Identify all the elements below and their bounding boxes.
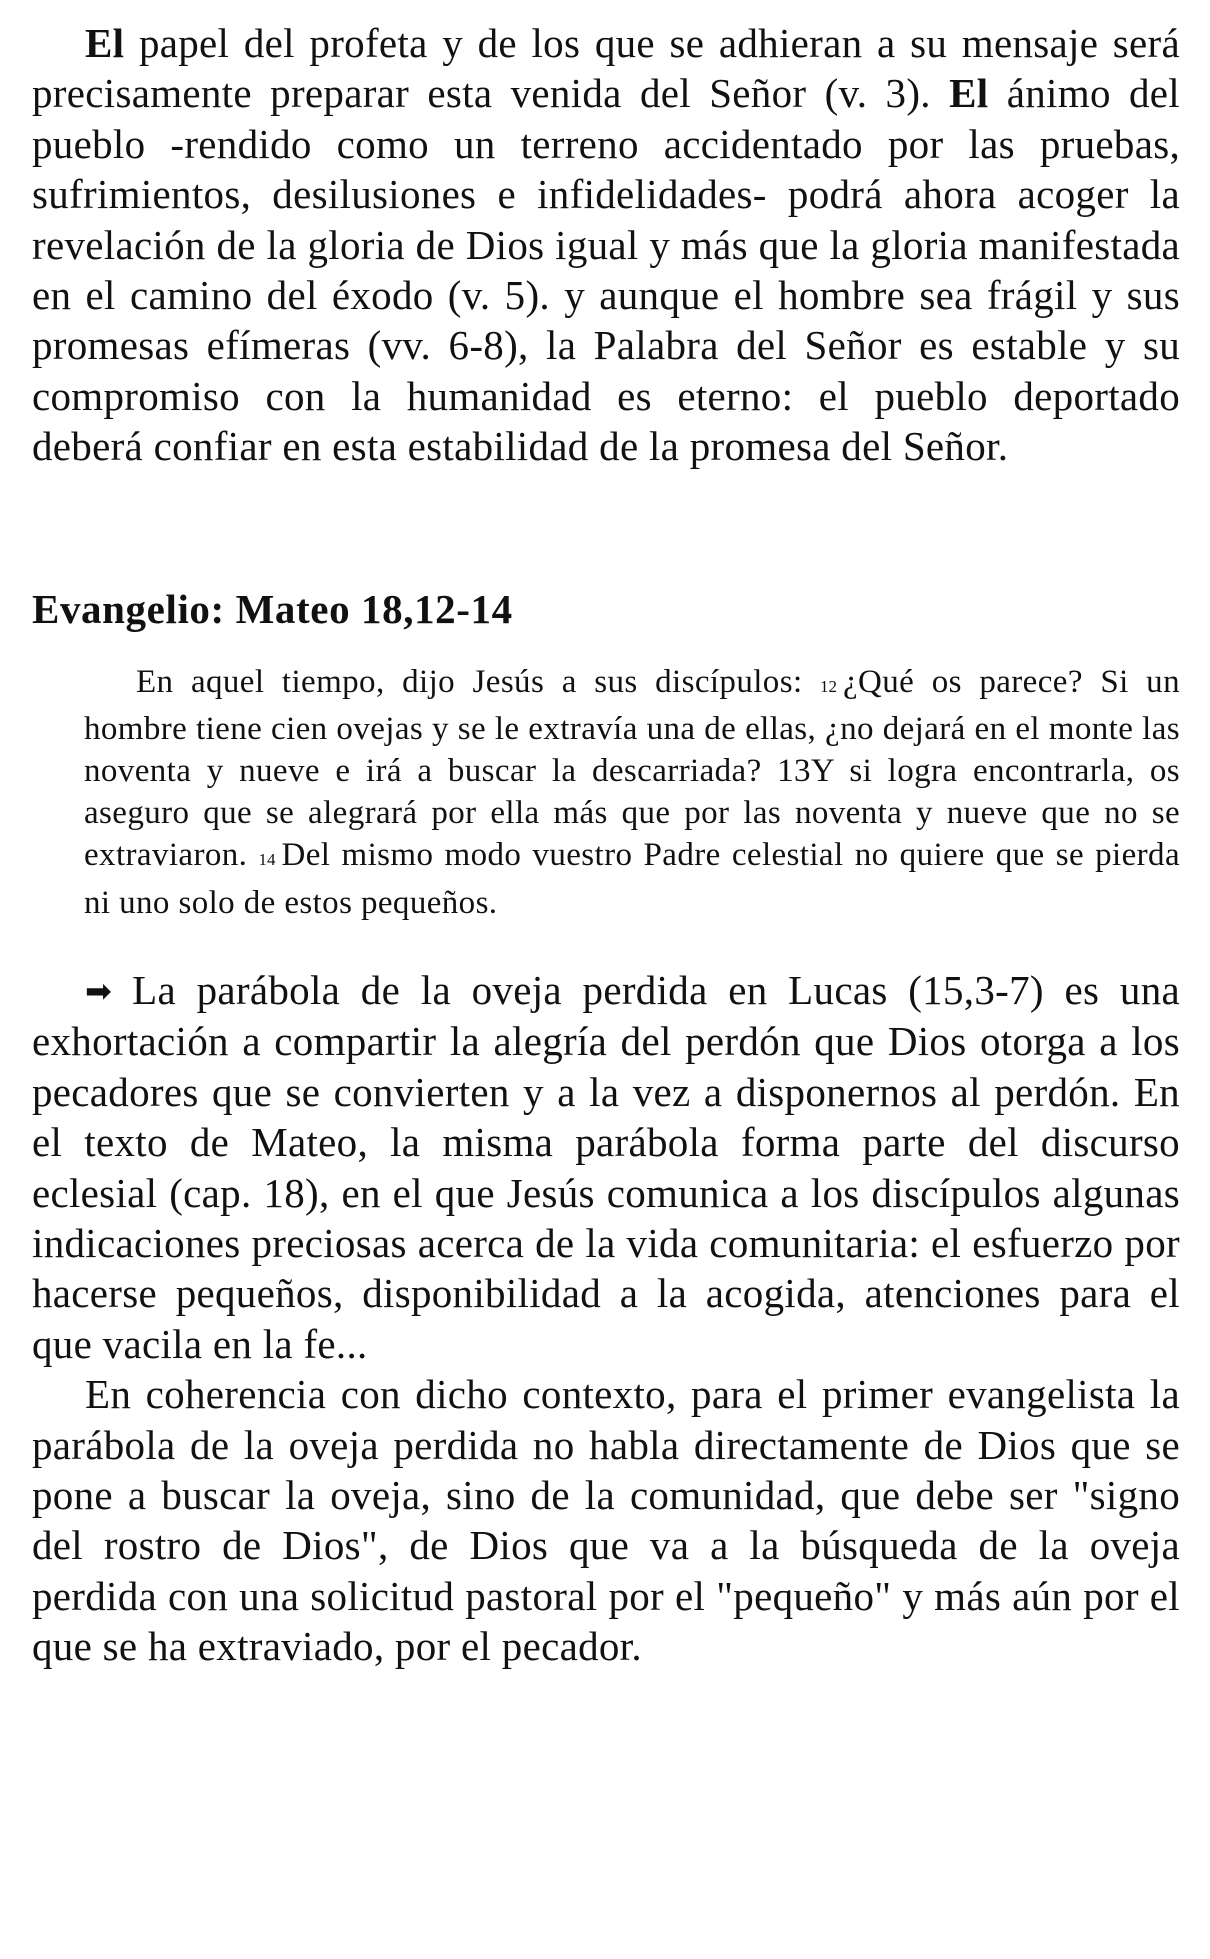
right-arrow-icon: ➡ xyxy=(85,971,113,1010)
commentary-text-1: La parábola de la oveja perdida en Lucas (15,3-7) es una exhortación a compartir la alegría del perdón que Dios otorga a los pecadores que se convierten y a la vez a disponernos al perdón. En el texto de Mateo, la misma parábola forma parte del discurso eclesial (cap. 18), en el que Jesús comunica a los discípulos algunas indicaciones preciosas acerca de la vida comunitaria: el esfuerzo por hacerse pequeños, disponibilidad a la acogida, atenciones para el que vacila en la fe... xyxy=(32,966,1180,1367)
document-page xyxy=(32,18,1180,1672)
verse-13-text: 13Y si logra encontrarla, os aseguro que se alegrará por ella más que por las noventa y nueve que no se extraviaron. xyxy=(84,753,1181,874)
gospel-passage xyxy=(84,661,1180,924)
intro-text-1: papel del profeta y de los que se adhieran a su mensaje será precisamente preparar esta venida del Señor (v. 3). xyxy=(32,20,1180,117)
commentary-paragraph-1 xyxy=(32,965,1180,1369)
verse-14-text: Del mismo modo vuestro Padre celestial no quiere que se pierda ni uno solo de estos pequeños. xyxy=(84,837,1181,921)
commentary-paragraph-2 xyxy=(32,1369,1180,1671)
verse-12-text: ¿Qué os parece? Si un hombre tiene cien ovejas y se le extravía una de ellas, ¿no dejará en el monte las noventa y nueve e irá a buscar la descarriada? xyxy=(84,663,1180,790)
verse-number-14: 14 xyxy=(258,850,276,870)
intro-lead-bold: El xyxy=(85,20,125,66)
gospel-intro: En aquel tiempo, dijo Jesús a sus discípulos: xyxy=(136,663,820,700)
intro-bold-2: El xyxy=(949,70,989,117)
verse-number-12: 12 xyxy=(820,676,837,696)
gospel-heading: Evangelio: Mateo 18,12-14 xyxy=(32,585,513,632)
intro-paragraph xyxy=(32,18,1180,472)
commentary-text-2: En coherencia con dicho contexto, para el primer evangelista la parábola de la oveja perdida no habla directamente de Dios que se pone a buscar la oveja, sino de la comunidad, que debe ser "signo del rostro de Dios", de Dios que va a la búsqueda de la oveja perdida con una solicitud pastoral por el "pequeño" y más aún por el que se ha extraviado, por el pecador. xyxy=(32,1371,1180,1670)
intro-text-2: ánimo del pueblo -rendido como un terreno accidentado por las pruebas, sufrimientos, desilusiones e infidelidades- podrá ahora acoger la revelación de la gloria de Dios igual y más que la gloria manifestada en el camino del éxodo (v. 5). y aunque el hombre sea frágil y sus promesas efímeras (vv. 6-8), la Palabra del Señor es estable y su compromiso con la humanidad es eterno: el pueblo deportado deberá confiar en esta estabilidad de la promesa del Señor. xyxy=(32,70,1180,470)
